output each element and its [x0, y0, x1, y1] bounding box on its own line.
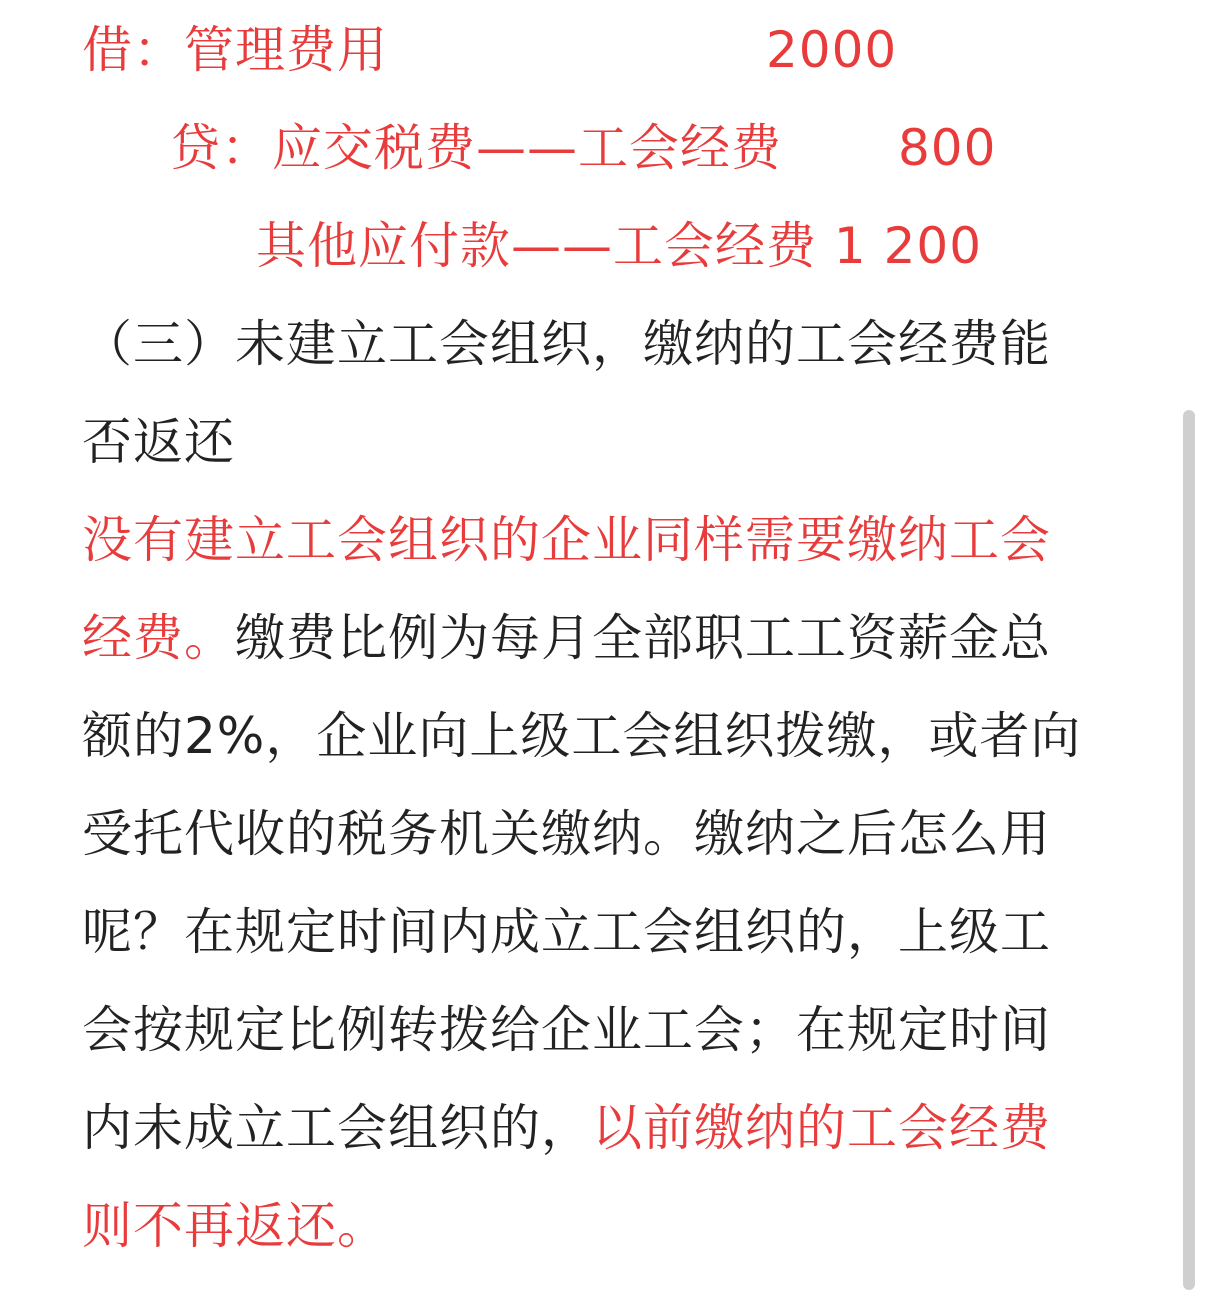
heading-line: 否返还 — [82, 413, 235, 471]
paragraph-line: 则不再返还。 — [82, 1197, 388, 1255]
paragraph-line: 呢？在规定时间内成立工会组织的，上级工 — [82, 903, 1051, 961]
paragraph-text: 缴费比例为每月全部职工工资薪金总 — [235, 609, 1051, 667]
debit-entry-amount: 2000 — [766, 21, 898, 79]
heading-line: （三）未建立工会组织，缴纳的工会经费能 — [82, 315, 1051, 373]
paragraph-line: 受托代收的税务机关缴纳。缴纳之后怎么用 — [82, 805, 1051, 863]
credit-entry-tax-label: 贷：应交税费——工会经费 — [170, 119, 782, 177]
highlight-text: 以前缴纳的工会经费 — [592, 1099, 1051, 1157]
paragraph-line: 没有建立工会组织的企业同样需要缴纳工会 — [82, 511, 1051, 569]
paragraph-line — [82, 1098, 1051, 1158]
credit-entry-tax-amount: 800 — [898, 119, 997, 177]
credit-entry-other-payable: 其他应付款——工会经费 1 200 — [256, 217, 983, 275]
debit-entry-label: 借：管理费用 — [82, 21, 388, 79]
paragraph-line: 会按规定比例转拨给企业工会；在规定时间 — [82, 1001, 1051, 1059]
paragraph-text: 内未成立工会组织的， — [82, 1099, 592, 1157]
highlight-text: 经费。 — [82, 609, 235, 667]
paragraph-line: 额的2%，企业向上级工会组织拨缴，或者向 — [82, 707, 1082, 765]
vertical-scrollbar[interactable] — [1183, 410, 1195, 1290]
paragraph-line — [82, 608, 1051, 668]
